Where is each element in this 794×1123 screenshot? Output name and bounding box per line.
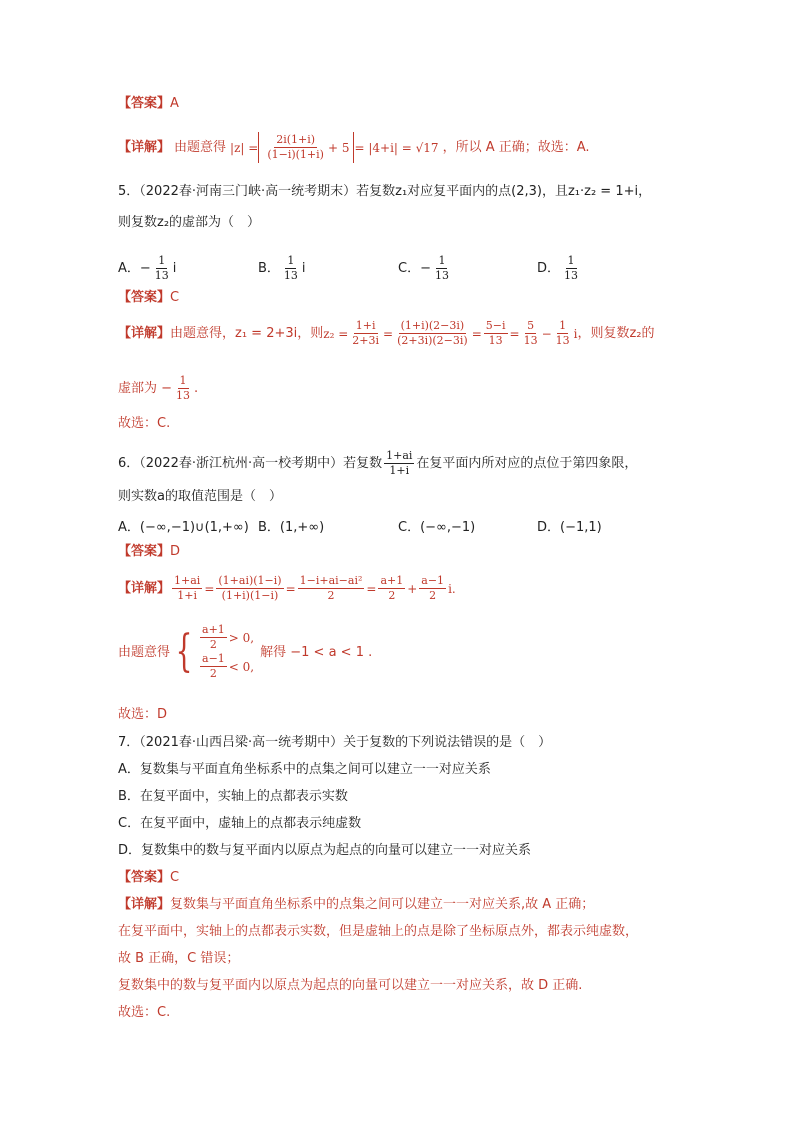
detail-math: $\frac{1+ai}{1+i}$ = $\frac{(1+ai)(1-i)}{(1+i)(1-i)}$ = $\frac{\text{1−i+ai−ai²}}{2}$ = $\frac{a+1}{2}$ + $\frac{a-1}{2}$ i. — [174, 574, 456, 603]
detail-tag: 【详解】 — [118, 140, 171, 156]
q5-option-a: A．− $\frac{1}{13}$ i — [118, 254, 177, 283]
q5-option-d: D． $\frac{1}{13}$ — [537, 254, 579, 283]
q7-option-a: A．复数集与平面直角坐标系中的点集之间可以建立一一对应关系 — [118, 762, 491, 777]
answer-tag: 【答案】 — [118, 544, 171, 559]
q6-option-d: D．(−1,1) — [537, 520, 602, 535]
q6-conclusion: 故选：D — [118, 707, 168, 722]
q6-answer — [118, 545, 180, 558]
answer-value: D — [170, 544, 181, 559]
system-suffix: 解得 −1 < a < 1 . — [260, 644, 373, 660]
detail-tag: 【详解】 — [118, 581, 171, 597]
q7-detail-line4: 复数集中的数与复平面内以原点为起点的向量可以建立一一对应关系，故 D 正确. — [118, 978, 583, 993]
answer-tag: 【答案】 — [118, 96, 171, 111]
system-prefix: 由题意得 — [118, 644, 171, 660]
detail-prefix: 由题意得，z₁ = 2+3i，则 — [170, 326, 324, 342]
q6-system — [118, 624, 372, 680]
q7-detail-line2: 在复平面中，实轴上的点都表示实数，但是虚轴上的点是除了坐标原点外，都表示纯虚数， — [118, 924, 639, 939]
q5-stem: 5．（2022春·河南三门峡·高一统考期末）若复数z₁对应复平面内的点(2,3)，且z₁·z₂ = 1+i， — [118, 184, 652, 199]
q7-option-d: D．复数集中的数与复平面内以原点为起点的向量可以建立一一对应关系 — [118, 843, 532, 858]
q7-option-c: C．在复平面中，虚轴上的点都表示纯虚数 — [118, 816, 362, 831]
detail-tag: 【详解】 — [118, 897, 171, 912]
q7-answer — [118, 871, 179, 884]
answer-value: C — [170, 870, 180, 885]
q7-option-b: B．在复平面中，实轴上的点都表示实数 — [118, 789, 348, 804]
q7-stem: 7．（2021春·山西吕梁·高一统考期中）关于复数的下列说法错误的是（ ） — [118, 735, 552, 750]
q4-detail — [118, 132, 590, 163]
q7-detail-line3: 故 B 正确，C 错误； — [118, 951, 240, 966]
q5-conclusion: 故选：C. — [118, 416, 171, 431]
q7-detail-line1 — [118, 898, 594, 911]
q6-stem-line2: 则实数a的取值范围是（ ） — [118, 489, 282, 504]
detail-prefix: 由题意得 — [174, 140, 227, 156]
q6-detail — [118, 575, 456, 602]
detail-math: z₂ = $\frac{1+i}{2+3i}$ = $\frac{(1+i)(2-3i)}{(2+3i)(2-3i)}$ = $\frac{5-i}{13}$ = $\frac{5}{13}$ − $\frac{1}{13}$ i — [323, 319, 578, 348]
q6-option-c: C．(−∞,−1) — [398, 520, 476, 535]
answer-tag: 【答案】 — [118, 870, 171, 885]
q6-option-a: A．(−∞,−1)∪(1,+∞) — [118, 520, 249, 535]
answer-value: C — [170, 290, 180, 305]
brace: { — [175, 626, 193, 678]
answer-tag: 【答案】 — [118, 290, 171, 305]
q5-option-c: C．− $\frac{1}{13}$ — [398, 254, 449, 283]
detail-text: 复数集与平面直角坐标系中的点集之间可以建立一一对应关系,故 A 正确； — [170, 897, 595, 912]
q5-detail-line2: 虚部为 − $\frac{1}{13}$ . — [118, 374, 199, 403]
answer-value: A — [170, 96, 179, 111]
detail-math: |z| = $\frac{2i(1+i)}{(1-i)(1+i)}$ + 5 = |4+i| = √17 — [230, 132, 439, 163]
system-eq1: $\frac{a+1}{2}$ > 0, — [202, 623, 255, 652]
q5-answer — [118, 291, 179, 304]
q7-conclusion: 故选：C. — [118, 1005, 171, 1020]
q5-detail — [118, 320, 655, 347]
q6-option-b: B．(1,+∞) — [258, 520, 325, 535]
q6-stem: 6．（2022春·浙江杭州·高一校考期中）若复数 $\frac{1+ai}{1+i}$ 在复平面内所对应的点位于第四象限， — [118, 449, 638, 478]
detail-suffix: ，则复数z₂的 — [577, 326, 655, 342]
q5-stem-line2: 则复数z₂的虚部为（ ） — [118, 215, 261, 230]
detail-suffix: ，所以 A 正确；故选：A. — [442, 140, 590, 156]
detail-tag: 【详解】 — [118, 326, 171, 342]
q4-answer — [118, 97, 179, 110]
q5-option-b: B． $\frac{1}{13}$ i — [258, 254, 306, 283]
system-eq2: $\frac{a-1}{2}$ < 0, — [202, 652, 255, 681]
